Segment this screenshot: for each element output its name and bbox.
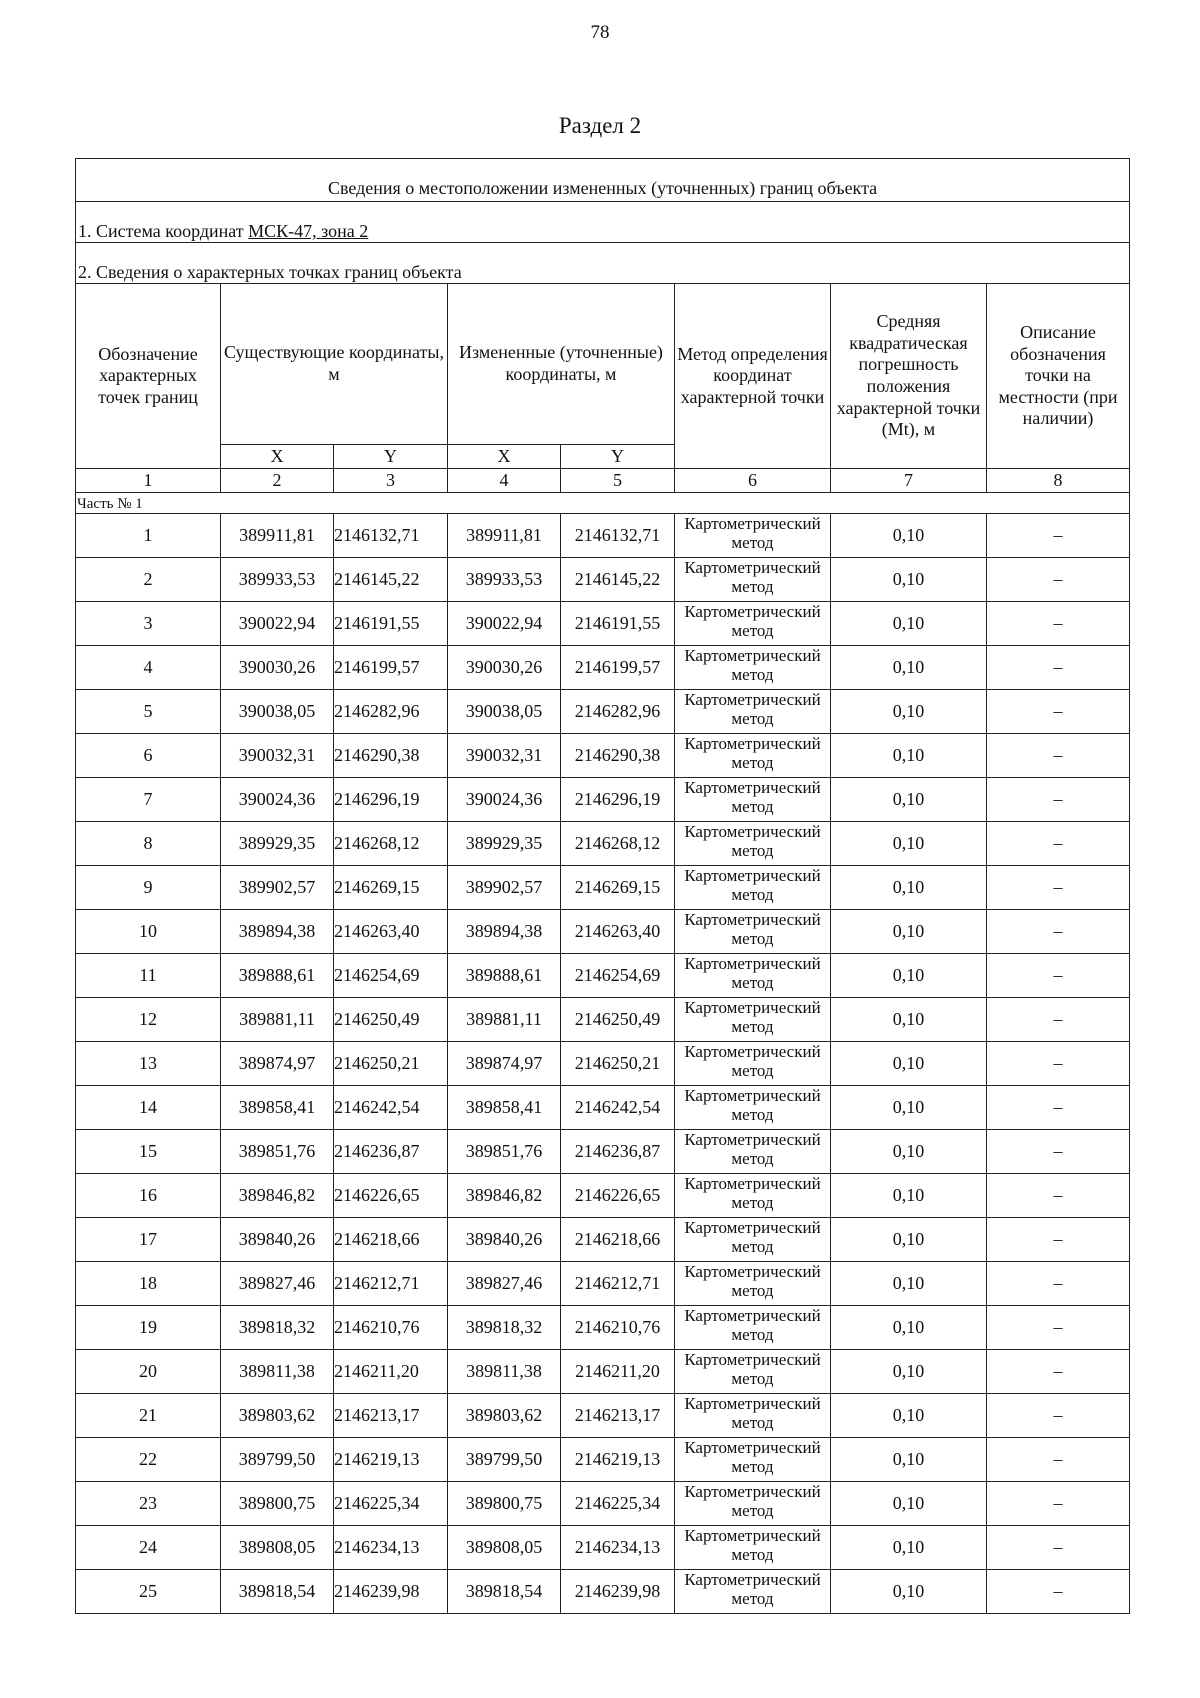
table-row	[76, 1174, 1130, 1218]
description: –	[987, 690, 1130, 734]
changed-x: 389840,26	[448, 1218, 561, 1262]
changed-x: 389858,41	[448, 1086, 561, 1130]
mean-square-error: 0,10	[831, 1482, 987, 1526]
changed-y: 2146268,12	[561, 822, 675, 866]
changed-y: 2146218,66	[561, 1218, 675, 1262]
changed-x: 389894,38	[448, 910, 561, 954]
table-row	[76, 954, 1130, 998]
method: Картометрический метод	[675, 1042, 831, 1086]
mean-square-error: 0,10	[831, 602, 987, 646]
changed-x: 389846,82	[448, 1174, 561, 1218]
changed-x: 389933,53	[448, 558, 561, 602]
table-title: Сведения о местоположении измененных (уточненных) границ объекта	[76, 159, 1130, 202]
table-row	[76, 822, 1130, 866]
existing-x: 389894,38	[221, 910, 334, 954]
existing-x: 389827,46	[221, 1262, 334, 1306]
existing-x: 389800,75	[221, 1482, 334, 1526]
method: Картометрический метод	[675, 1306, 831, 1350]
column-number: 8	[987, 469, 1130, 493]
table-row	[76, 690, 1130, 734]
existing-y: 2146213,17	[334, 1394, 448, 1438]
changed-x: 389888,61	[448, 954, 561, 998]
column-number: 1	[76, 469, 221, 493]
table-row	[76, 646, 1130, 690]
mean-square-error: 0,10	[831, 1570, 987, 1614]
method: Картометрический метод	[675, 602, 831, 646]
changed-y: 2146254,69	[561, 954, 675, 998]
changed-y: 2146211,20	[561, 1350, 675, 1394]
method: Картометрический метод	[675, 734, 831, 778]
table-row	[76, 514, 1130, 558]
part-label: Часть № 1	[76, 493, 1130, 514]
table-row	[76, 998, 1130, 1042]
table-row	[76, 1306, 1130, 1350]
existing-x: 389818,54	[221, 1570, 334, 1614]
changed-y: 2146212,71	[561, 1262, 675, 1306]
mean-square-error: 0,10	[831, 1438, 987, 1482]
existing-x: 389811,38	[221, 1350, 334, 1394]
description: –	[987, 998, 1130, 1042]
description: –	[987, 1570, 1130, 1614]
existing-y: 2146296,19	[334, 778, 448, 822]
changed-x: 390032,31	[448, 734, 561, 778]
point-number: 25	[76, 1570, 221, 1614]
mean-square-error: 0,10	[831, 514, 987, 558]
point-number: 7	[76, 778, 221, 822]
mean-square-error: 0,10	[831, 1218, 987, 1262]
changed-x: 389874,97	[448, 1042, 561, 1086]
description: –	[987, 778, 1130, 822]
coordinate-system-value: МСК-47, зона 2	[248, 221, 369, 241]
existing-x: 389799,50	[221, 1438, 334, 1482]
point-number: 15	[76, 1130, 221, 1174]
existing-x: 389858,41	[221, 1086, 334, 1130]
existing-y: 2146254,69	[334, 954, 448, 998]
existing-y: 2146212,71	[334, 1262, 448, 1306]
table-row	[76, 1526, 1130, 1570]
changed-y: 2146242,54	[561, 1086, 675, 1130]
description: –	[987, 1526, 1130, 1570]
changed-x: 390024,36	[448, 778, 561, 822]
changed-y: 2146290,38	[561, 734, 675, 778]
table-row	[76, 1218, 1130, 1262]
method: Картометрический метод	[675, 690, 831, 734]
point-number: 23	[76, 1482, 221, 1526]
existing-y: 2146250,49	[334, 998, 448, 1042]
description: –	[987, 822, 1130, 866]
mean-square-error: 0,10	[831, 778, 987, 822]
existing-x: 389808,05	[221, 1526, 334, 1570]
mean-square-error: 0,10	[831, 646, 987, 690]
method: Картометрический метод	[675, 1218, 831, 1262]
header-method: Метод определения координат характерной точки	[675, 284, 831, 469]
description: –	[987, 558, 1130, 602]
column-numbers-row	[76, 469, 1130, 493]
existing-x: 389881,11	[221, 998, 334, 1042]
point-number: 16	[76, 1174, 221, 1218]
changed-y: 2146226,65	[561, 1174, 675, 1218]
mean-square-error: 0,10	[831, 1130, 987, 1174]
existing-x: 389933,53	[221, 558, 334, 602]
existing-x: 389840,26	[221, 1218, 334, 1262]
existing-y: 2146226,65	[334, 1174, 448, 1218]
coordinate-system-prefix: 1. Система координат	[78, 221, 249, 241]
column-number: 3	[334, 469, 448, 493]
header-existing-x: X	[221, 445, 334, 469]
point-number: 12	[76, 998, 221, 1042]
method: Картометрический метод	[675, 866, 831, 910]
existing-y: 2146234,13	[334, 1526, 448, 1570]
existing-y: 2146268,12	[334, 822, 448, 866]
changed-x: 389808,05	[448, 1526, 561, 1570]
existing-x: 389818,32	[221, 1306, 334, 1350]
method: Картометрический метод	[675, 1350, 831, 1394]
point-number: 20	[76, 1350, 221, 1394]
description: –	[987, 602, 1130, 646]
mean-square-error: 0,10	[831, 866, 987, 910]
changed-x: 389799,50	[448, 1438, 561, 1482]
changed-y: 2146132,71	[561, 514, 675, 558]
mean-square-error: 0,10	[831, 954, 987, 998]
existing-y: 2146282,96	[334, 690, 448, 734]
point-number: 14	[76, 1086, 221, 1130]
description: –	[987, 1130, 1130, 1174]
mean-square-error: 0,10	[831, 1174, 987, 1218]
changed-x: 389811,38	[448, 1350, 561, 1394]
mean-square-error: 0,10	[831, 910, 987, 954]
changed-x: 389929,35	[448, 822, 561, 866]
description: –	[987, 1482, 1130, 1526]
existing-y: 2146263,40	[334, 910, 448, 954]
table-row	[76, 602, 1130, 646]
method: Картометрический метод	[675, 1086, 831, 1130]
existing-x: 389874,97	[221, 1042, 334, 1086]
changed-x: 390022,94	[448, 602, 561, 646]
description: –	[987, 646, 1130, 690]
changed-y: 2146269,15	[561, 866, 675, 910]
changed-y: 2146225,34	[561, 1482, 675, 1526]
mean-square-error: 0,10	[831, 1394, 987, 1438]
mean-square-error: 0,10	[831, 998, 987, 1042]
method: Картометрический метод	[675, 646, 831, 690]
existing-x: 390024,36	[221, 778, 334, 822]
changed-x: 389818,32	[448, 1306, 561, 1350]
changed-y: 2146213,17	[561, 1394, 675, 1438]
method: Картометрический метод	[675, 1526, 831, 1570]
existing-y: 2146132,71	[334, 514, 448, 558]
method: Картометрический метод	[675, 514, 831, 558]
mean-square-error: 0,10	[831, 1306, 987, 1350]
header-changed-x: X	[448, 445, 561, 469]
points-info-line: 2. Сведения о характерных точках границ объекта	[76, 243, 1130, 284]
mean-square-error: 0,10	[831, 1526, 987, 1570]
point-number: 8	[76, 822, 221, 866]
method: Картометрический метод	[675, 822, 831, 866]
method: Картометрический метод	[675, 1262, 831, 1306]
method: Картометрический метод	[675, 558, 831, 602]
point-number: 17	[76, 1218, 221, 1262]
method: Картометрический метод	[675, 954, 831, 998]
table-row	[76, 910, 1130, 954]
existing-y: 2146242,54	[334, 1086, 448, 1130]
description: –	[987, 1394, 1130, 1438]
description: –	[987, 1350, 1130, 1394]
method: Картометрический метод	[675, 1482, 831, 1526]
existing-x: 389846,82	[221, 1174, 334, 1218]
existing-x: 389803,62	[221, 1394, 334, 1438]
changed-y: 2146234,13	[561, 1526, 675, 1570]
table-row	[76, 558, 1130, 602]
column-number: 6	[675, 469, 831, 493]
table-row	[76, 1482, 1130, 1526]
changed-x: 389800,75	[448, 1482, 561, 1526]
coordinate-system-line	[76, 202, 1130, 243]
point-number: 13	[76, 1042, 221, 1086]
existing-x: 390038,05	[221, 690, 334, 734]
method: Картометрический метод	[675, 778, 831, 822]
header-description: Описание обозначения точки на местности (при наличии)	[987, 284, 1130, 469]
changed-x: 389881,11	[448, 998, 561, 1042]
mean-square-error: 0,10	[831, 1086, 987, 1130]
existing-y: 2146250,21	[334, 1042, 448, 1086]
point-number: 5	[76, 690, 221, 734]
description: –	[987, 1086, 1130, 1130]
existing-y: 2146199,57	[334, 646, 448, 690]
point-number: 3	[76, 602, 221, 646]
point-number: 10	[76, 910, 221, 954]
header-designation: Обозначение характерных точек границ	[76, 284, 221, 469]
table-row	[76, 1394, 1130, 1438]
existing-x: 390022,94	[221, 602, 334, 646]
table-row	[76, 1262, 1130, 1306]
header-changed-y: Y	[561, 445, 675, 469]
method: Картометрический метод	[675, 1438, 831, 1482]
existing-y: 2146236,87	[334, 1130, 448, 1174]
mean-square-error: 0,10	[831, 1262, 987, 1306]
point-number: 11	[76, 954, 221, 998]
changed-y: 2146210,76	[561, 1306, 675, 1350]
mean-square-error: 0,10	[831, 1042, 987, 1086]
mean-square-error: 0,10	[831, 558, 987, 602]
existing-x: 389888,61	[221, 954, 334, 998]
changed-x: 389818,54	[448, 1570, 561, 1614]
description: –	[987, 866, 1130, 910]
point-number: 6	[76, 734, 221, 778]
section-title: Раздел 2	[558, 113, 642, 138]
existing-y: 2146211,20	[334, 1350, 448, 1394]
description: –	[987, 1262, 1130, 1306]
method: Картометрический метод	[675, 1130, 831, 1174]
changed-y: 2146263,40	[561, 910, 675, 954]
description: –	[987, 734, 1130, 778]
point-number: 19	[76, 1306, 221, 1350]
mean-square-error: 0,10	[831, 734, 987, 778]
existing-y: 2146269,15	[334, 866, 448, 910]
changed-y: 2146145,22	[561, 558, 675, 602]
description: –	[987, 954, 1130, 998]
description: –	[987, 1306, 1130, 1350]
table-row	[76, 1570, 1130, 1614]
existing-y: 2146218,66	[334, 1218, 448, 1262]
description: –	[987, 1174, 1130, 1218]
changed-y: 2146219,13	[561, 1438, 675, 1482]
changed-y: 2146296,19	[561, 778, 675, 822]
table-row	[76, 1438, 1130, 1482]
table-row	[76, 1130, 1130, 1174]
mean-square-error: 0,10	[831, 1350, 987, 1394]
existing-x: 389902,57	[221, 866, 334, 910]
point-number: 9	[76, 866, 221, 910]
point-number: 22	[76, 1438, 221, 1482]
point-number: 2	[76, 558, 221, 602]
changed-x: 389902,57	[448, 866, 561, 910]
existing-y: 2146239,98	[334, 1570, 448, 1614]
column-number: 2	[221, 469, 334, 493]
changed-y: 2146236,87	[561, 1130, 675, 1174]
changed-x: 389803,62	[448, 1394, 561, 1438]
description: –	[987, 1438, 1130, 1482]
changed-y: 2146282,96	[561, 690, 675, 734]
changed-x: 389911,81	[448, 514, 561, 558]
point-number: 18	[76, 1262, 221, 1306]
changed-y: 2146239,98	[561, 1570, 675, 1614]
existing-y: 2146219,13	[334, 1438, 448, 1482]
method: Картометрический метод	[675, 910, 831, 954]
existing-x: 389851,76	[221, 1130, 334, 1174]
existing-x: 390032,31	[221, 734, 334, 778]
description: –	[987, 910, 1130, 954]
description: –	[987, 1042, 1130, 1086]
point-number: 21	[76, 1394, 221, 1438]
header-existing-y: Y	[334, 445, 448, 469]
header-error: Средняя квадратическая погрешность положения характерной точки (Мt), м	[831, 284, 987, 469]
table-row	[76, 778, 1130, 822]
column-number: 5	[561, 469, 675, 493]
changed-y: 2146250,49	[561, 998, 675, 1042]
mean-square-error: 0,10	[831, 822, 987, 866]
header-existing-coordinates: Существующие координаты, м	[221, 284, 448, 445]
existing-y: 2146145,22	[334, 558, 448, 602]
column-number: 4	[448, 469, 561, 493]
table-row	[76, 1042, 1130, 1086]
mean-square-error: 0,10	[831, 690, 987, 734]
table-row	[76, 734, 1130, 778]
method: Картометрический метод	[675, 1174, 831, 1218]
existing-y: 2146290,38	[334, 734, 448, 778]
header-changed-coordinates: Измененные (уточненные) координаты, м	[448, 284, 675, 445]
existing-x: 390030,26	[221, 646, 334, 690]
table-row	[76, 1350, 1130, 1394]
changed-y: 2146250,21	[561, 1042, 675, 1086]
point-number: 24	[76, 1526, 221, 1570]
existing-x: 389929,35	[221, 822, 334, 866]
changed-y: 2146199,57	[561, 646, 675, 690]
method: Картометрический метод	[675, 998, 831, 1042]
changed-x: 390038,05	[448, 690, 561, 734]
changed-x: 389851,76	[448, 1130, 561, 1174]
changed-x: 389827,46	[448, 1262, 561, 1306]
existing-x: 389911,81	[221, 514, 334, 558]
existing-y: 2146225,34	[334, 1482, 448, 1526]
existing-y: 2146191,55	[334, 602, 448, 646]
description: –	[987, 1218, 1130, 1262]
method: Картометрический метод	[675, 1394, 831, 1438]
point-number: 4	[76, 646, 221, 690]
description: –	[987, 514, 1130, 558]
page-number: 78	[590, 22, 610, 43]
boundary-points-table	[75, 158, 1130, 1614]
table-row	[76, 1086, 1130, 1130]
existing-y: 2146210,76	[334, 1306, 448, 1350]
changed-y: 2146191,55	[561, 602, 675, 646]
changed-x: 390030,26	[448, 646, 561, 690]
column-number: 7	[831, 469, 987, 493]
point-number: 1	[76, 514, 221, 558]
table-row	[76, 866, 1130, 910]
method: Картометрический метод	[675, 1570, 831, 1614]
